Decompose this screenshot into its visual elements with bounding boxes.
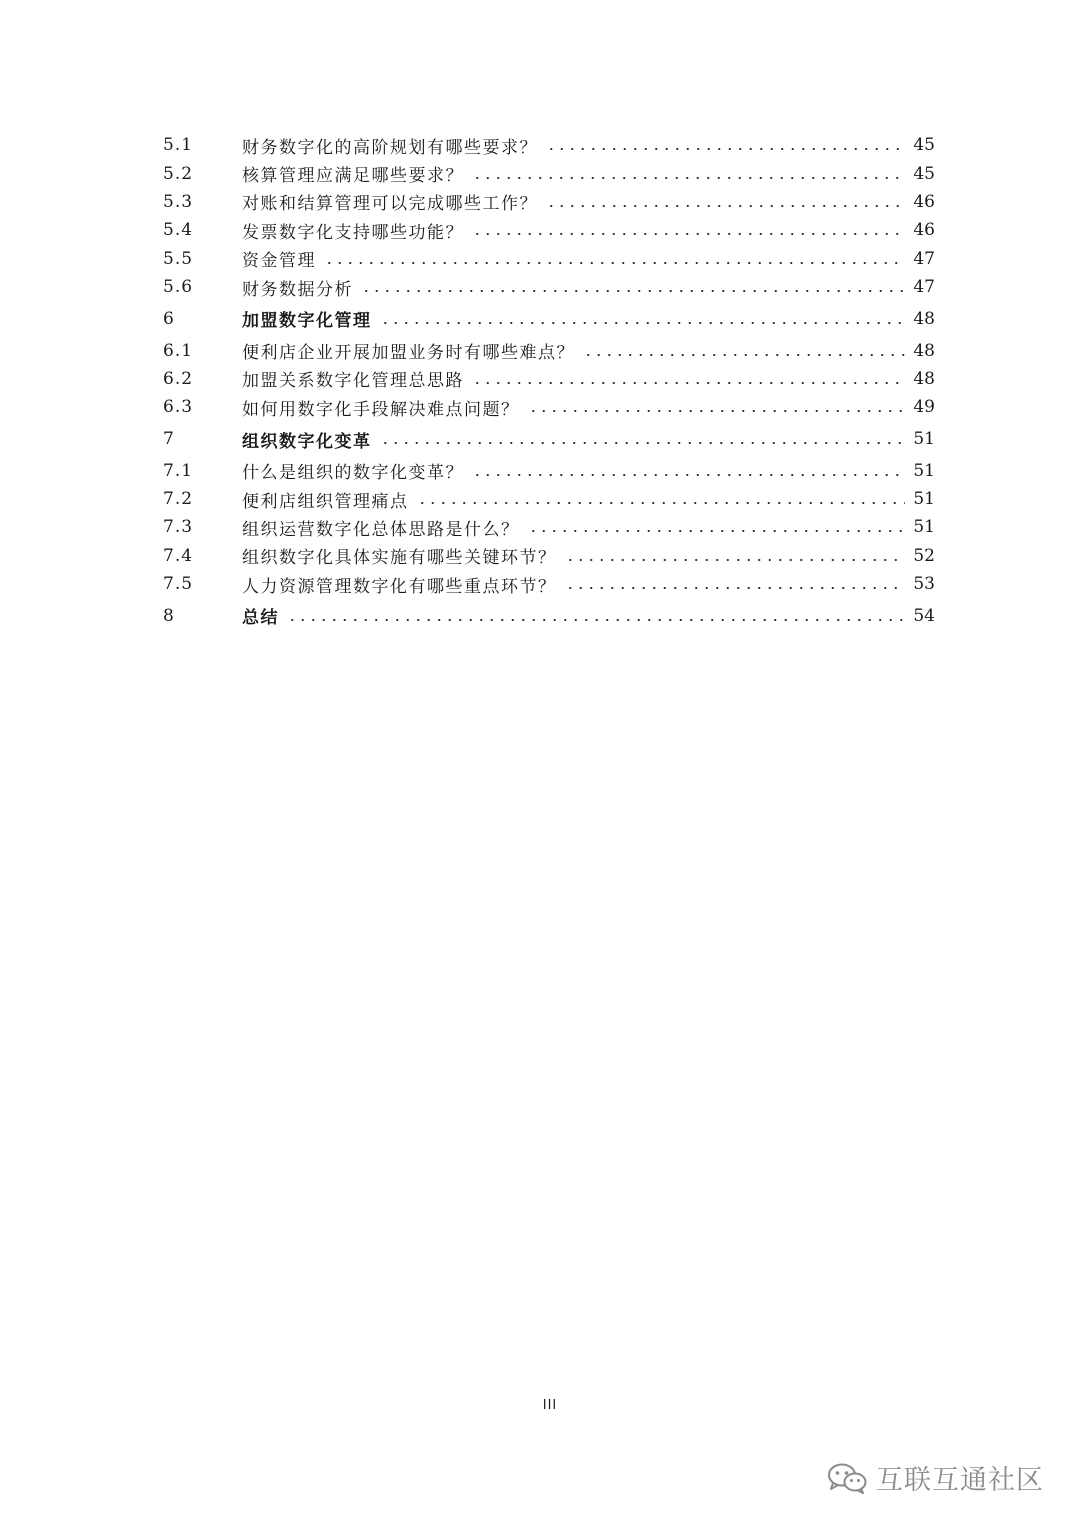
dot-leader	[583, 354, 905, 356]
toc-entry-title: 组织运营数字化总体思路是什么？	[242, 519, 520, 540]
dot-leader	[528, 530, 906, 532]
toc-entry-title: 财务数字化的高阶规划有哪些要求？	[242, 137, 538, 158]
watermark-text: 互联互通社区	[876, 1465, 1044, 1496]
toc-entry-number: 7.3	[163, 517, 194, 538]
toc-entry-6-2[interactable]	[163, 365, 935, 393]
dot-leader	[565, 587, 906, 589]
dot-leader	[380, 442, 906, 444]
watermark	[826, 1458, 1044, 1497]
toc-chapter-title: 总结	[242, 608, 279, 629]
dot-leader	[380, 322, 906, 324]
toc-chapter-number: 6	[163, 308, 175, 329]
toc-entry-7-1[interactable]	[163, 457, 935, 485]
toc-entry-5-6[interactable]	[163, 273, 935, 301]
toc-entry-page: 51	[913, 517, 935, 538]
toc-entry-title: 加盟关系数字化管理总思路	[242, 371, 464, 392]
toc-chapter-8[interactable]	[163, 598, 935, 633]
dot-leader	[472, 177, 905, 179]
toc-chapter-number: 8	[163, 605, 175, 626]
toc-entry-number: 7.5	[163, 574, 194, 595]
toc-entry-page: 53	[913, 574, 935, 595]
toc-entry-number: 6.2	[163, 368, 194, 389]
toc-entry-7-4[interactable]	[163, 542, 935, 570]
toc-entry-page: 51	[913, 460, 935, 481]
toc-entry-6-1[interactable]	[163, 336, 935, 364]
toc-entry-title: 资金管理	[242, 251, 316, 272]
toc-entry-page: 47	[913, 277, 935, 298]
toc-entry-title: 核算管理应满足哪些要求？	[242, 166, 464, 187]
toc-entry-number: 7.4	[163, 545, 194, 566]
toc-entry-page: 54	[913, 605, 935, 626]
toc-entry-page: 48	[913, 340, 935, 361]
toc-entry-number: 5.1	[163, 135, 194, 156]
toc-entry-page: 49	[913, 397, 935, 418]
page-number: III	[542, 1398, 558, 1413]
toc-entry-page: 47	[913, 248, 935, 269]
toc-entry-page: 48	[913, 368, 935, 389]
toc-entry-6-3[interactable]	[163, 393, 935, 421]
dot-leader	[417, 502, 906, 504]
wechat-icon	[826, 1462, 868, 1494]
dot-leader	[287, 619, 905, 621]
dot-leader	[528, 410, 906, 412]
toc-entry-page: 46	[913, 220, 935, 241]
dot-leader	[472, 382, 905, 384]
toc-entry-number: 5.4	[163, 220, 194, 241]
toc-entry-title: 便利店组织管理痛点	[242, 491, 409, 512]
toc-entry-5-1[interactable]	[163, 131, 935, 159]
toc-entry-title: 对账和结算管理可以完成哪些工作？	[242, 194, 538, 215]
toc-entry-page: 48	[913, 308, 935, 329]
toc-entry-number: 5.6	[163, 277, 194, 298]
toc-entry-number: 6.1	[163, 340, 194, 361]
toc-entry-7-2[interactable]	[163, 485, 935, 513]
toc-entry-title: 人力资源管理数字化有哪些重点环节？	[242, 576, 557, 597]
toc-entry-5-2[interactable]	[163, 159, 935, 187]
toc-chapter-title: 加盟数字化管理	[242, 311, 372, 332]
dot-leader	[546, 148, 905, 150]
toc-entry-number: 5.5	[163, 248, 194, 269]
toc-chapter-number: 7	[163, 429, 175, 450]
toc-entry-number: 7.1	[163, 460, 194, 481]
toc-entry-title: 组织数字化具体实施有哪些关键环节？	[242, 548, 557, 569]
toc-entry-number: 7.2	[163, 489, 194, 510]
toc-entry-5-5[interactable]	[163, 245, 935, 273]
toc-entry-number: 5.3	[163, 191, 194, 212]
toc-entry-page: 46	[913, 191, 935, 212]
toc-entry-title: 如何用数字化手段解决难点问题？	[242, 399, 520, 420]
dot-leader	[361, 290, 905, 292]
toc-entry-page: 45	[913, 163, 935, 184]
toc-entry-5-4[interactable]	[163, 216, 935, 244]
toc-entry-title: 便利店企业开展加盟业务时有哪些难点？	[242, 343, 575, 364]
toc-entry-page: 45	[913, 135, 935, 156]
toc-entry-title: 发票数字化支持哪些功能？	[242, 222, 464, 243]
toc-entry-number: 6.3	[163, 397, 194, 418]
dot-leader	[546, 205, 905, 207]
toc-entry-page: 52	[913, 545, 935, 566]
dot-leader	[472, 474, 905, 476]
toc-entry-number: 5.2	[163, 163, 194, 184]
dot-leader	[565, 559, 906, 561]
toc-chapter-7[interactable]	[163, 422, 935, 457]
toc-chapter-6[interactable]	[163, 301, 935, 336]
table-of-contents	[163, 131, 935, 633]
dot-leader	[472, 233, 905, 235]
toc-entry-7-5[interactable]	[163, 570, 935, 598]
toc-entry-5-3[interactable]	[163, 188, 935, 216]
toc-entry-7-3[interactable]	[163, 513, 935, 541]
toc-entry-page: 51	[913, 489, 935, 510]
toc-entry-page: 51	[913, 429, 935, 450]
toc-entry-title: 什么是组织的数字化变革？	[242, 463, 464, 484]
toc-chapter-title: 组织数字化变革	[242, 431, 372, 452]
dot-leader	[324, 262, 905, 264]
toc-entry-title: 财务数据分析	[242, 279, 353, 300]
